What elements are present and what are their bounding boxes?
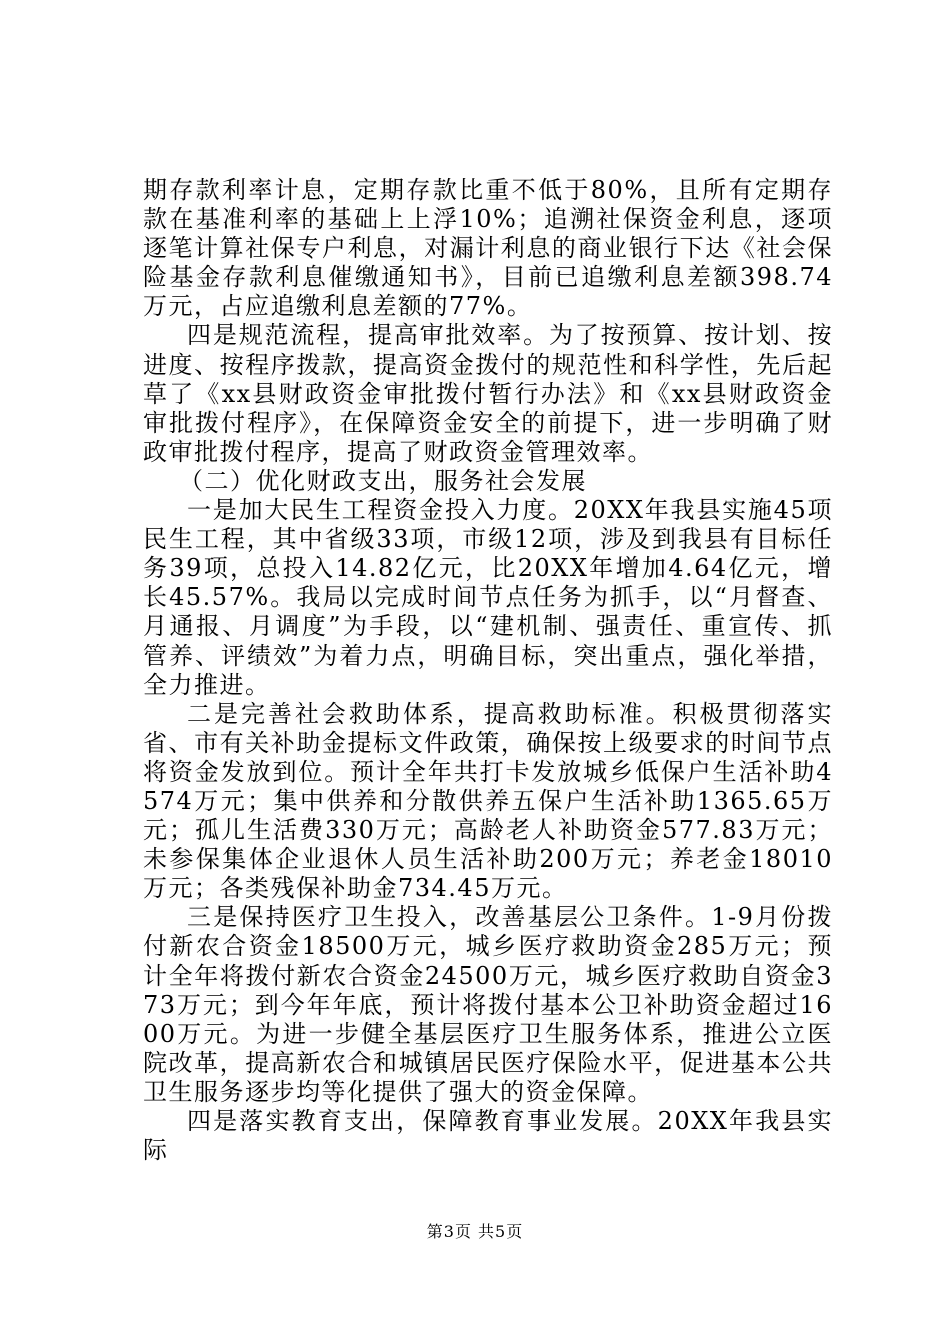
paragraph-education: 四是落实教育支出，保障教育事业发展。20XX年我县实际 <box>143 1107 833 1165</box>
page-number-footer: 第3页 共5页 <box>426 1222 524 1241</box>
section-heading: （二）优化财政支出，服务社会发展 <box>179 466 587 495</box>
paragraph-medical: 三是保持医疗卫生投入，改善基层公卫条件。1-9月份拨付新农合资金18500万元，城乡医疗救助资金285万元；预计全年将拨付新农合资金24500万元，城乡医疗救助自资金373万元；到今年年底，预计将拨付基本公卫补助资金超过1600万元。为进一步健全基层医疗卫生服务体系，推进公立医院改革，提高新农合和城镇居民医疗保险水平，促进基本公共卫生服务逐步均等化提供了强大的资金保障。 <box>143 903 833 1106</box>
document-body <box>143 176 833 1165</box>
paragraph-livelihood: 一是加大民生工程资金投入力度。20XX年我县实施45项民生工程，其中省级33项，市级12项，涉及到我县有目标任务39项，总投入14.82亿元，比20XX年增加4.64亿元，增长45.57%。我局以完成时间节点任务为抓手，以“月督查、月通报、月调度”为手段，以“建机制、强责任、重宣传、抓管养、评绩效”为着力点，明确目标，突出重点，强化举措，全力推进。 <box>143 496 833 699</box>
paragraph-social-assistance: 二是完善社会救助体系，提高救助标准。积极贯彻落实省、市有关补助金提标文件政策，确保按上级要求的时间节点将资金发放到位。预计全年共打卡发放城乡低保户生活补助4574万元；集中供养和分散供养五保户生活补助1365.65万元；孤儿生活费330万元；高龄老人补助资金577.83万元；未参保集体企业退休人员生活补助200万元；养老金18010万元；各类残保补助金734.45万元。 <box>143 699 833 903</box>
paragraph-approval-process: 四是规范流程，提高审批效率。为了按预算、按计划、按进度、按程序拨款，提高资金拨付的规范性和科学性，先后起草了《xx县财政资金审批拨付暂行办法》和《xx县财政资金审批拨付程序》，在保障资金安全的前提下，进一步明确了财政审批拨付程序，提高了财政资金管理效率。 <box>143 321 833 466</box>
paragraph-interest: 期存款利率计息，定期存款比重不低于80%，且所有定期存款在基准利率的基础上上浮10%；追溯社保资金利息，逐项逐笔计算社保专户利息，对漏计利息的商业银行下达《社会保险基金存款利息催缴通知书》，目前已追缴利息差额398.74万元，占应追缴利息差额的77%。 <box>143 176 833 321</box>
